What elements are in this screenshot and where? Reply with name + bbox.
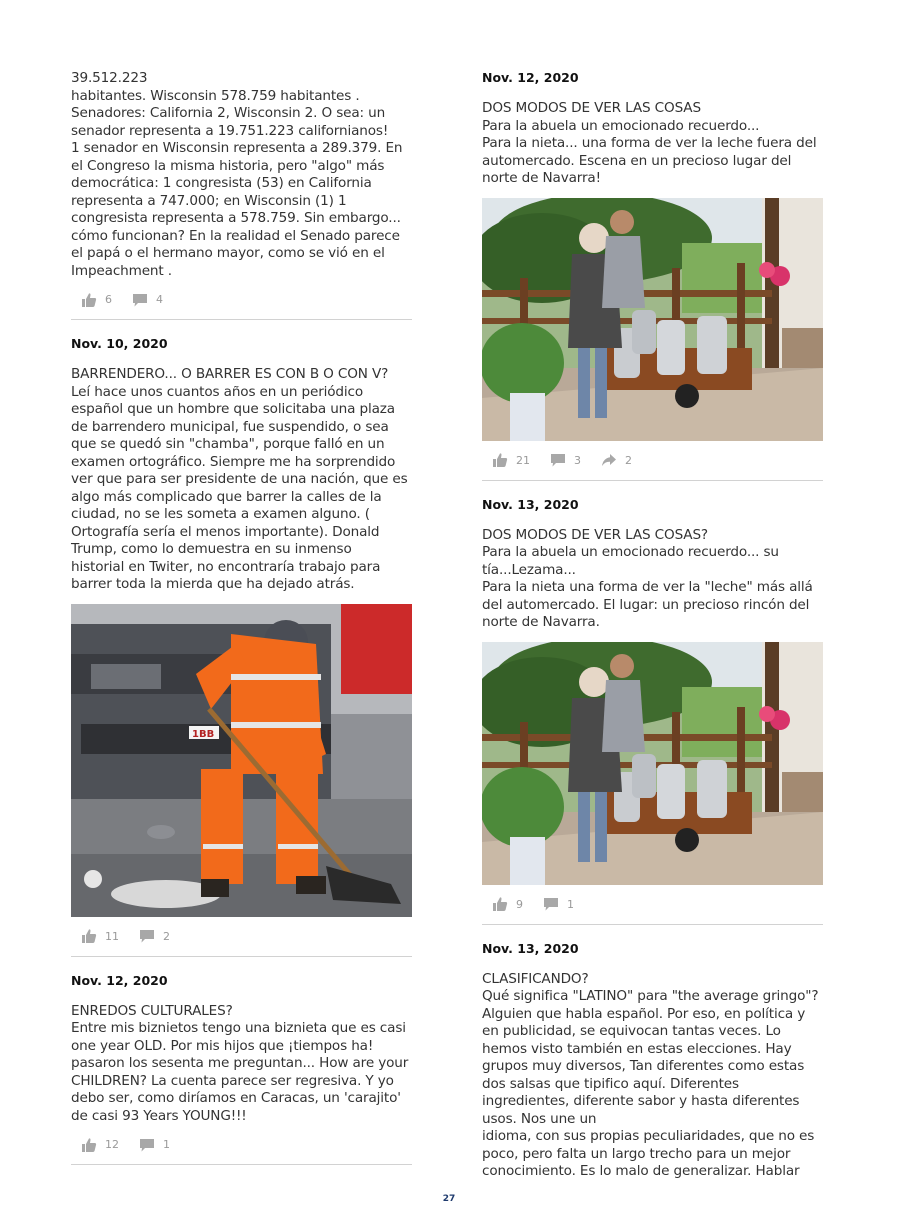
like-count: 11	[105, 929, 119, 943]
post-dos-modos-2	[482, 497, 823, 925]
thumbs-up-icon	[81, 292, 97, 308]
post-text: DOS MODOS DE VER LAS COSAS? Para la abuela un emocionado recuerdo... su tía...Lezama... Para la nieta una forma de ver la "leche" más allá del automercado. El lugar: un precioso rincón del norte de Navarra.	[482, 526, 813, 630]
share-button[interactable]	[601, 452, 632, 468]
post-stats	[71, 280, 412, 320]
thumbs-up-icon	[492, 896, 508, 912]
left-column	[71, 70, 412, 1181]
post-text: DOS MODOS DE VER LAS COSAS Para la abuela un emocionado recuerdo... Para la nieta... una forma de ver la leche fuera del automercado. Escena en un precioso lugar del norte de Navarra!	[482, 100, 817, 186]
like-count: 21	[516, 453, 530, 467]
comment-icon	[139, 928, 155, 944]
share-icon	[601, 452, 617, 468]
comment-icon	[543, 896, 559, 912]
post-body	[71, 366, 412, 594]
post-barrendero	[71, 336, 412, 957]
like-button[interactable]	[81, 928, 119, 944]
post-body	[71, 1003, 412, 1126]
comment-count: 1	[163, 1138, 170, 1151]
street-sweeper-photo	[71, 604, 412, 917]
post-clasificando	[482, 941, 823, 1181]
comment-button[interactable]	[550, 452, 581, 468]
post-date: Nov. 10, 2020	[71, 336, 168, 351]
post-body	[482, 527, 823, 632]
comment-button[interactable]	[132, 292, 163, 308]
post-text: CLASIFICANDO? Qué significa "LATINO" para "the average gringo"? Alguien que habla español. Por eso, en política y en publicidad, se equivocan tantas veces. Lo hemos visto también en estas elecciones. Hay grupos muy diversos, Tan diferentes como estas dos salsas que tipifico aquí. Diferentes ingredientes, diferente sabor y hasta diferentes usos. Nos une un idioma, con sus propias peculiaridades, que no es poco, pero falta un largo trecho para un mejor conocimiento. Es lo malo de generalizar. Hablar	[482, 970, 819, 1179]
post-stats	[482, 885, 823, 925]
page-number: 27	[442, 1194, 456, 1204]
thumbs-up-icon	[492, 452, 508, 468]
like-button[interactable]	[492, 896, 523, 912]
comment-count: 2	[163, 929, 170, 943]
right-column	[482, 70, 823, 1181]
post-text: ENREDOS CULTURALES? Entre mis biznietos tengo una biznieta que es casi one year OLD. Por mis hijos que ¡tiempos ha! pasaron los sesenta me preguntan... How are your CHILDREN? La cuenta parece ser regresiva. Y yo debo ser, como diríamos en Caracas, un 'carajito' de casi 93 Years YOUNG!!!	[71, 1002, 409, 1124]
milk-cans-photo	[482, 198, 823, 441]
post-body	[482, 971, 823, 1181]
like-button[interactable]	[81, 292, 112, 308]
comment-button[interactable]	[543, 896, 574, 912]
like-button[interactable]	[81, 1137, 119, 1153]
like-count: 12	[105, 1138, 119, 1151]
license-plate: 1BB	[192, 728, 215, 740]
post-body	[71, 70, 412, 280]
post-date: Nov. 12, 2020	[71, 972, 168, 988]
comment-button[interactable]	[139, 928, 170, 944]
post-stats	[482, 441, 823, 481]
post-text: BARRENDERO... O BARRER ES CON B O CON V? Leí hace unos cuantos años en un periódico español que un hombre que solicitaba una plaza de barrendero municipal, fue suspendido, o sea que se quedó sin "chamba", porque falló en un examen ortográfico. Siempre me ha sorprendido ver que para ser presidente de una nación, que es algo más complicado que barrer la calles de la ciudad, no se les someta a examen alguno. ( Ortografía sería el menos importante). Donald Trump, como lo demuestra en su inmenso historial en Twiter, no encontraría trabajo para barrer toda la mierda que ha dejado atrás.	[71, 366, 408, 592]
thumbs-up-icon	[81, 1137, 97, 1153]
post-dos-modos	[482, 70, 823, 481]
post-enredos-culturales	[71, 973, 412, 1166]
post-date: Nov. 12, 2020	[482, 70, 579, 85]
comment-icon	[139, 1137, 155, 1153]
share-count: 2	[625, 453, 632, 467]
comment-count: 1	[567, 897, 574, 911]
post-date: Nov. 13, 2020	[482, 496, 579, 512]
thumbs-up-icon	[81, 928, 97, 944]
post-text: 39.512.223 habitantes. Wisconsin 578.759 habitantes . Senadores: California 2, Wisconsin 2. O sea: un senador representa a 19.751.223 californianos! 1 senador en Wisconsin representa a 289.379. En el Congreso la misma historia, pero "algo" más democrática: 1 congresista (53) en California representa a 747.000; en Wisconsin (1) 1 congresista representa a 578.759. Sin embargo... cómo funcionan? En la realidad el Senado parece el papá o el hermano mayor, como se vió en el Impeachment .	[71, 70, 403, 279]
comment-button[interactable]	[139, 1137, 170, 1153]
milk-cans-photo	[482, 642, 823, 885]
post-stats	[71, 1125, 412, 1165]
like-count: 6	[105, 293, 112, 306]
comment-count: 4	[156, 293, 163, 306]
post-date: Nov. 13, 2020	[482, 940, 579, 956]
like-button[interactable]	[492, 452, 530, 468]
post-stats	[71, 917, 412, 957]
post-electoral-representation	[71, 70, 412, 320]
comment-count: 3	[574, 453, 581, 467]
post-body	[482, 100, 823, 188]
like-count: 9	[516, 897, 523, 911]
comment-icon	[132, 292, 148, 308]
comment-icon	[550, 452, 566, 468]
